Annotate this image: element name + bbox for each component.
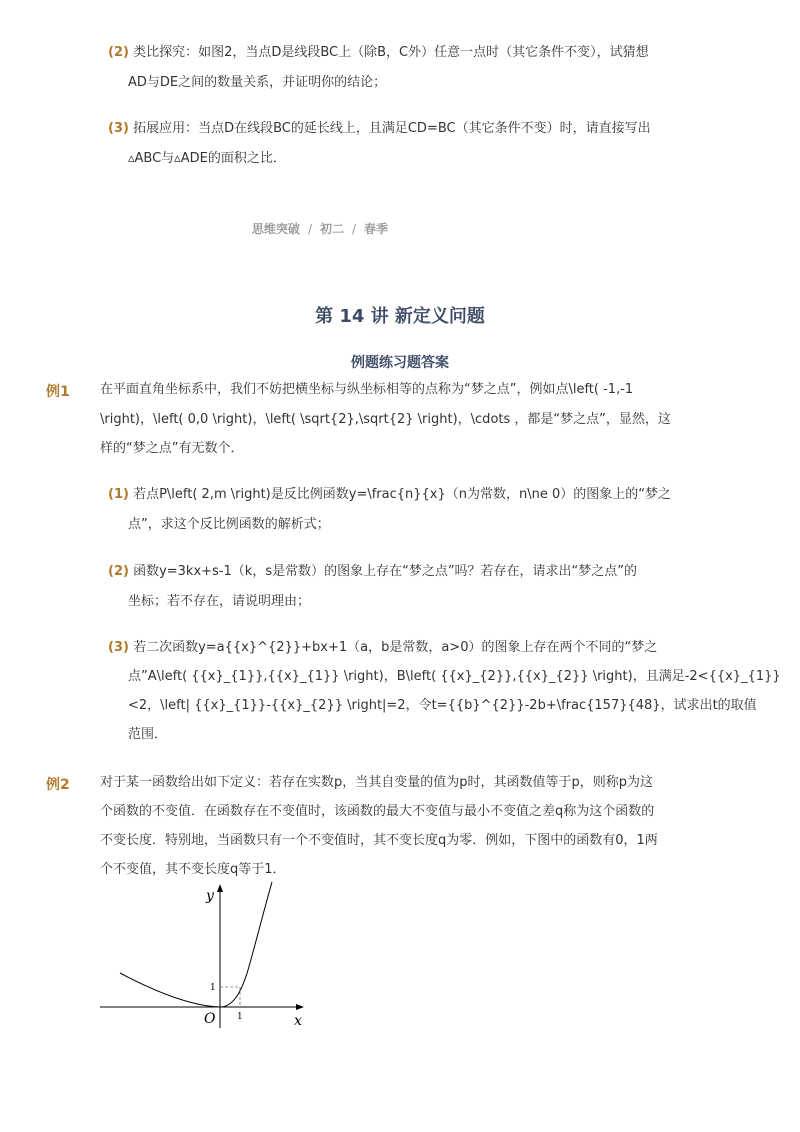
example1-q3-line2: 点”A\left( {{x}_{1}},{{x}_{1}} \right)，B\left( {{x}_{2}},{{x}_{2}} \right)，且满足-2<{{x}_{1}} [128, 669, 781, 684]
example1-q3-line1 [108, 640, 657, 656]
example1-q1-text: 若点P\left( 2,m \right)是反比例函数y=\frac{n}{x}（n为常数，n\ne 0）的图象上的“梦之 [133, 487, 672, 502]
prev-q3-line1 [108, 121, 651, 137]
example1-line2: \right)，\left( 0,0 \right)，\left( \sqrt{2},\sqrt{2} \right)，\cdots ，都是“梦之点”，显然，这 [100, 412, 671, 427]
prev-q2-line1 [108, 45, 649, 61]
example1-q1-number: (1) [108, 487, 129, 502]
example1-q3-number: (3) [108, 640, 129, 655]
prev-q2-number: (2) [108, 45, 129, 60]
page-subtitle: 例题练习题答案 [351, 355, 449, 371]
footer-grade: 初二 [319, 222, 344, 236]
page-title: 第 14 讲 新定义问题 [315, 306, 485, 327]
function-graph [96, 880, 316, 1040]
example1-q1-line1 [108, 487, 671, 503]
example1-q2-number: (2) [108, 564, 129, 579]
example1-q2-text: 函数y=3kx+s-1（k，s是常数）的图象上存在“梦之点”吗？若存在，请求出“梦之点”的 [133, 564, 638, 579]
example1-line3: 样的“梦之点”有无数个． [100, 441, 244, 456]
function-curve [120, 882, 272, 1007]
prev-q2-line2: AD与DE之间的数量关系，并证明你的结论； [128, 75, 387, 90]
footer-separator: / [352, 222, 357, 236]
example1-line1: 在平面直角坐标系中，我们不妨把横坐标与纵坐标相等的点称为“梦之点”，例如点\left( -1,-1 [100, 382, 634, 397]
prev-q2-text: 类比探究：如图2，当点D是线段BC上（除B，C外）任意一点时（其它条件不变），试猜想 [133, 45, 649, 60]
y-axis-arrow-icon [217, 884, 223, 892]
x-tick-label: 1 [237, 1012, 243, 1022]
x-axis-label: x [294, 1013, 302, 1029]
example1-label: 例1 [46, 384, 70, 400]
example1-q3-line4: 范围． [128, 727, 168, 742]
example2-line4: 个不变值，其不变长度q等于1． [100, 862, 286, 877]
page-footer-breadcrumb [0, 220, 640, 237]
example2-line1: 对于某一函数给出如下定义：若存在实数p，当其自变量的值为p时，其函数值等于p，则称p为这 [100, 775, 654, 790]
example2-label: 例2 [46, 777, 70, 793]
example1-q1-line2: 点”，求这个反比例函数的解析式； [128, 517, 330, 532]
y-axis-label: y [206, 888, 214, 904]
example1-q2-line2: 坐标；若不存在，请说明理由； [128, 594, 311, 609]
example2-line3: 不变长度．特别地，当函数只有一个不变值时，其不变长度q为零．例如，下图中的函数有0，1两 [100, 833, 658, 848]
example2-line2: 个函数的不变值．在函数存在不变值时，该函数的最大不变值与最小不变值之差q称为这个函数的 [100, 804, 655, 819]
y-tick-label: 1 [210, 983, 216, 993]
prev-q3-line2: ▵ABC与▵ADE的面积之比． [128, 151, 286, 166]
origin-label: O [204, 1011, 216, 1027]
example1-q3-line3: <2，\left| {{x}_{1}}-{{x}_{2}} \right|=2，令t={{b}^{2}}-2b+\frac{157}{48}，试求出t的取值 [128, 698, 757, 713]
footer-separator: / [307, 222, 312, 236]
prev-q3-text: 拓展应用：当点D在线段BC的延长线上，且满足CD=BC（其它条件不变）时，请直接写出 [133, 121, 651, 136]
x-axis-arrow-icon [296, 1004, 304, 1010]
example1-q2-line1 [108, 564, 637, 580]
example1-q3-text: 若二次函数y=a{{x}^{2}}+bx+1（a，b是常数，a>0）的图象上存在两个不同的“梦之 [133, 640, 658, 655]
footer-term: 春季 [364, 222, 389, 236]
prev-q3-number: (3) [108, 121, 129, 136]
footer-subject: 思维突破 [251, 222, 300, 236]
